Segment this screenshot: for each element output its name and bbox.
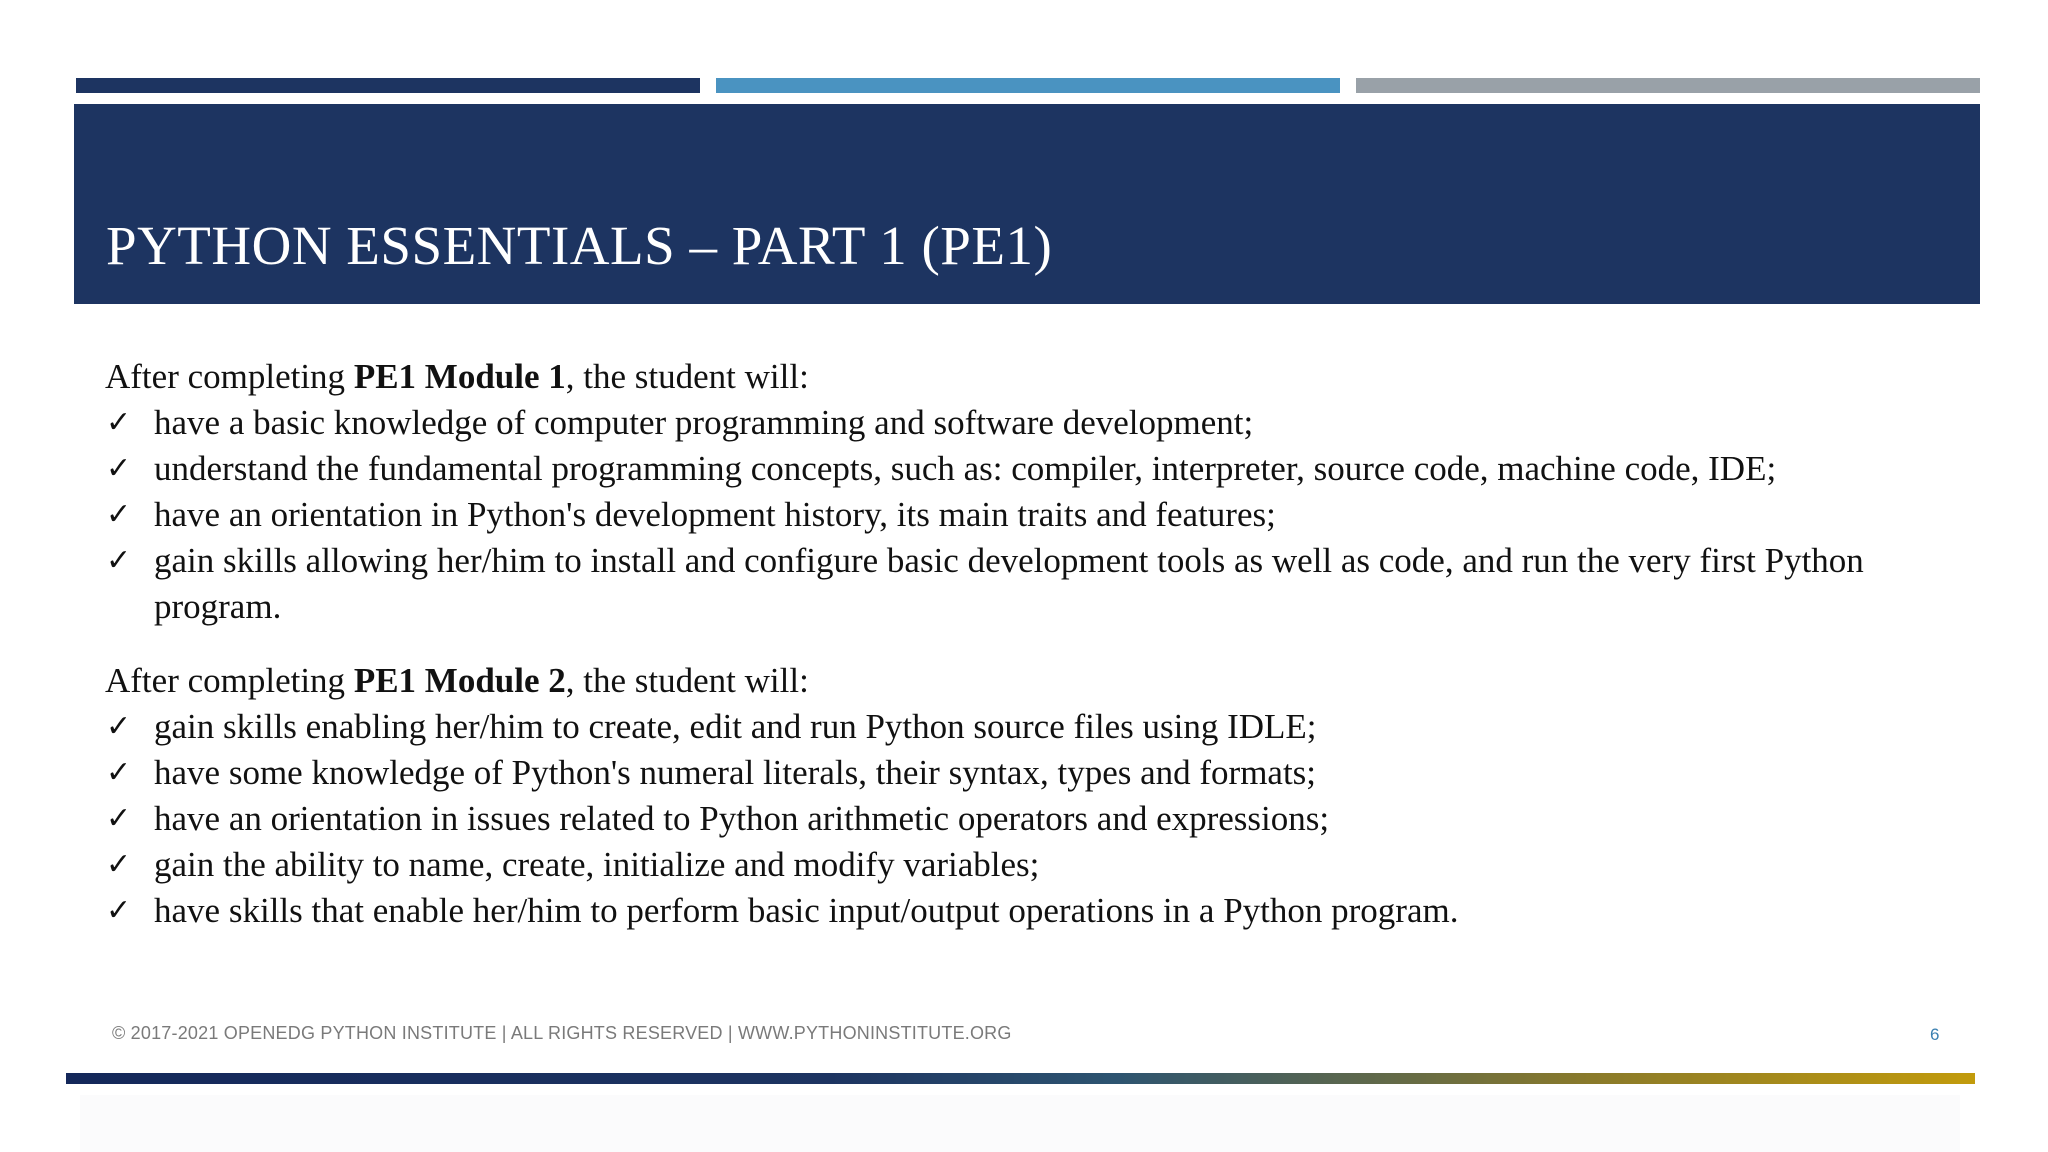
module-1-outcomes-list [105, 400, 1965, 630]
list-item-text: gain the ability to name, create, initialize and modify variables; [154, 845, 1040, 884]
slide-content [105, 354, 1965, 934]
module-2-intro-prefix: After completing [105, 661, 354, 700]
checkmark-icon: ✓ [106, 893, 132, 928]
list-item [105, 492, 1965, 538]
list-item-text: have skills that enable her/him to perform basic input/output operations in a Python program. [154, 891, 1459, 930]
checkmark-icon: ✓ [106, 405, 132, 440]
list-item [105, 446, 1965, 492]
checkmark-icon: ✓ [106, 709, 132, 744]
list-item-text: have an orientation in issues related to Python arithmetic operators and expressions; [154, 799, 1330, 838]
bottom-margin-area [80, 1095, 1960, 1152]
list-item [105, 842, 1965, 888]
module-2-outcomes-list [105, 704, 1965, 934]
checkmark-icon: ✓ [106, 755, 132, 790]
list-item-text: have an orientation in Python's development history, its main traits and features; [154, 495, 1276, 534]
list-item-text: understand the fundamental programming concepts, such as: compiler, interpreter, source code, machine code, IDE; [154, 449, 1777, 488]
module-1-intro-bold: PE1 Module 1 [353, 357, 566, 396]
list-item-text: have a basic knowledge of computer programming and software development; [154, 403, 1254, 442]
list-item [105, 400, 1965, 446]
list-item [105, 888, 1965, 934]
slide-title: PYTHON ESSENTIALS – PART 1 (PE1) [106, 215, 1053, 276]
list-item [105, 538, 1965, 630]
module-2-intro-bold: PE1 Module 2 [353, 661, 566, 700]
list-item-text: gain skills enabling her/him to create, edit and run Python source files using IDLE; [154, 707, 1317, 746]
top-accent-bar-dark-blue [76, 78, 700, 93]
top-accent-bar-gray [1356, 78, 1980, 93]
list-item [105, 796, 1965, 842]
list-item [105, 750, 1965, 796]
module-1-intro-prefix: After completing [105, 357, 354, 396]
checkmark-icon: ✓ [106, 497, 132, 532]
list-item [105, 704, 1965, 750]
checkmark-icon: ✓ [106, 451, 132, 486]
copyright-footer: © 2017-2021 OPENEDG PYTHON INSTITUTE | ALL RIGHTS RESERVED | WWW.PYTHONINSTITUTE.ORG [112, 1023, 1012, 1043]
module-2-intro [105, 658, 1965, 704]
section-spacer [105, 630, 1965, 658]
page-number: 6 [1930, 1025, 1940, 1044]
module-1-intro-suffix: , the student will: [565, 357, 809, 396]
module-1-intro [105, 354, 1965, 400]
checkmark-icon: ✓ [106, 847, 132, 882]
list-item-text: gain skills allowing her/him to install and configure basic development tools as well as code, and run the very first Python program. [154, 541, 1864, 626]
top-accent-bar-light-blue [716, 78, 1340, 93]
module-2-intro-suffix: , the student will: [565, 661, 809, 700]
checkmark-icon: ✓ [106, 801, 132, 836]
title-band [74, 104, 1980, 304]
bottom-gradient-bar [66, 1073, 1975, 1084]
checkmark-icon: ✓ [106, 543, 132, 578]
list-item-text: have some knowledge of Python's numeral literals, their syntax, types and formats; [154, 753, 1317, 792]
